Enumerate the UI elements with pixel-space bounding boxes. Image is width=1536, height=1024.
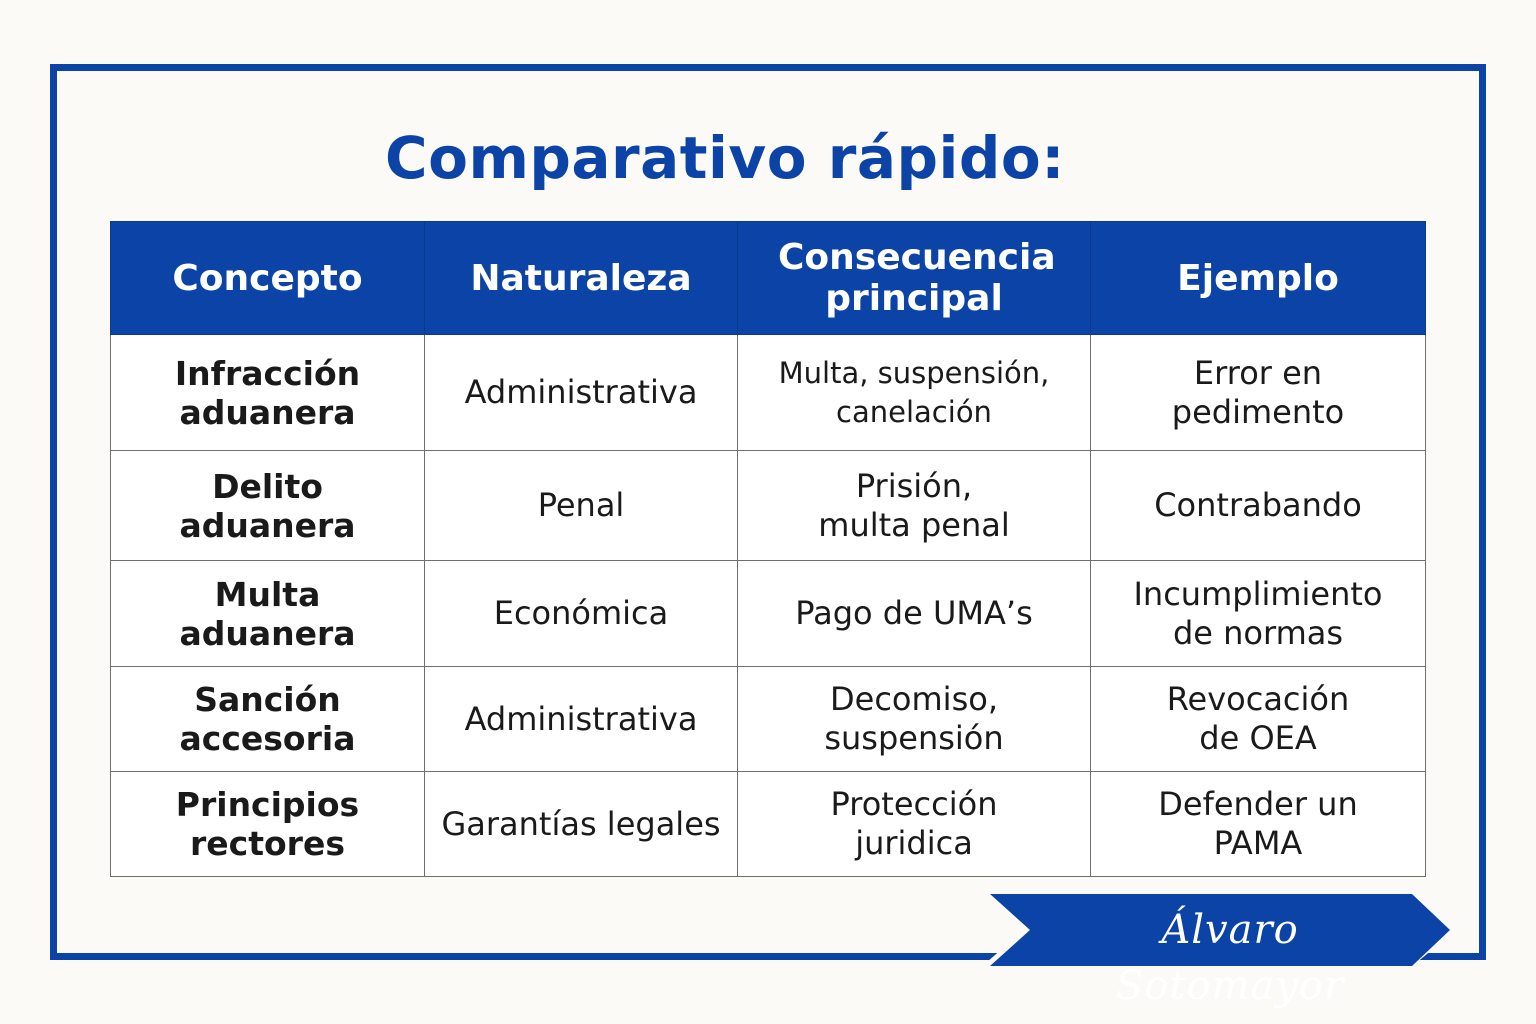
cell-consecuencia: Prisión, multa penal	[738, 451, 1091, 561]
cell-ejemplo: Error en pedimento	[1091, 335, 1426, 451]
cell-naturaleza: Administrativa	[425, 335, 738, 451]
signature-text: Álvaro Sotomayor	[1115, 907, 1345, 1009]
table-row	[111, 667, 1426, 772]
header-ejemplo: Ejemplo	[1091, 222, 1426, 335]
header-consecuencia: Consecuencia principal	[738, 222, 1091, 335]
cell-naturaleza: Económica	[425, 561, 738, 667]
cell-concepto: Delito aduanera	[111, 451, 425, 561]
cell-ejemplo: Incumplimiento de normas	[1091, 561, 1426, 667]
cell-naturaleza: Administrativa	[425, 667, 738, 772]
cell-consecuencia: Decomiso, suspensión	[738, 667, 1091, 772]
cell-consecuencia: Pago de UMA’s	[738, 561, 1091, 667]
cell-ejemplo: Revocación de OEA	[1091, 667, 1426, 772]
comparison-table	[110, 221, 1426, 877]
table-row	[111, 561, 1426, 667]
header-naturaleza: Naturaleza	[425, 222, 738, 335]
cell-naturaleza: Penal	[425, 451, 738, 561]
table-header-row	[111, 222, 1426, 335]
table-row	[111, 335, 1426, 451]
cell-concepto: Multa aduanera	[111, 561, 425, 667]
cell-ejemplo: Contrabando	[1091, 451, 1426, 561]
header-concepto: Concepto	[111, 222, 425, 335]
cell-concepto: Sanción accesoria	[111, 667, 425, 772]
cell-consecuencia: Protección juridica	[738, 772, 1091, 877]
cell-ejemplo: Defender un PAMA	[1091, 772, 1426, 877]
cell-concepto: Infracción aduanera	[111, 335, 425, 451]
table-row	[111, 451, 1426, 561]
cell-naturaleza: Garantías legales	[425, 772, 738, 877]
page-title: Comparativo rápido:	[385, 124, 1065, 192]
cell-concepto: Principios rectores	[111, 772, 425, 877]
table-row	[111, 772, 1426, 877]
cell-consecuencia: Multa, suspensión, canelación	[738, 335, 1091, 451]
